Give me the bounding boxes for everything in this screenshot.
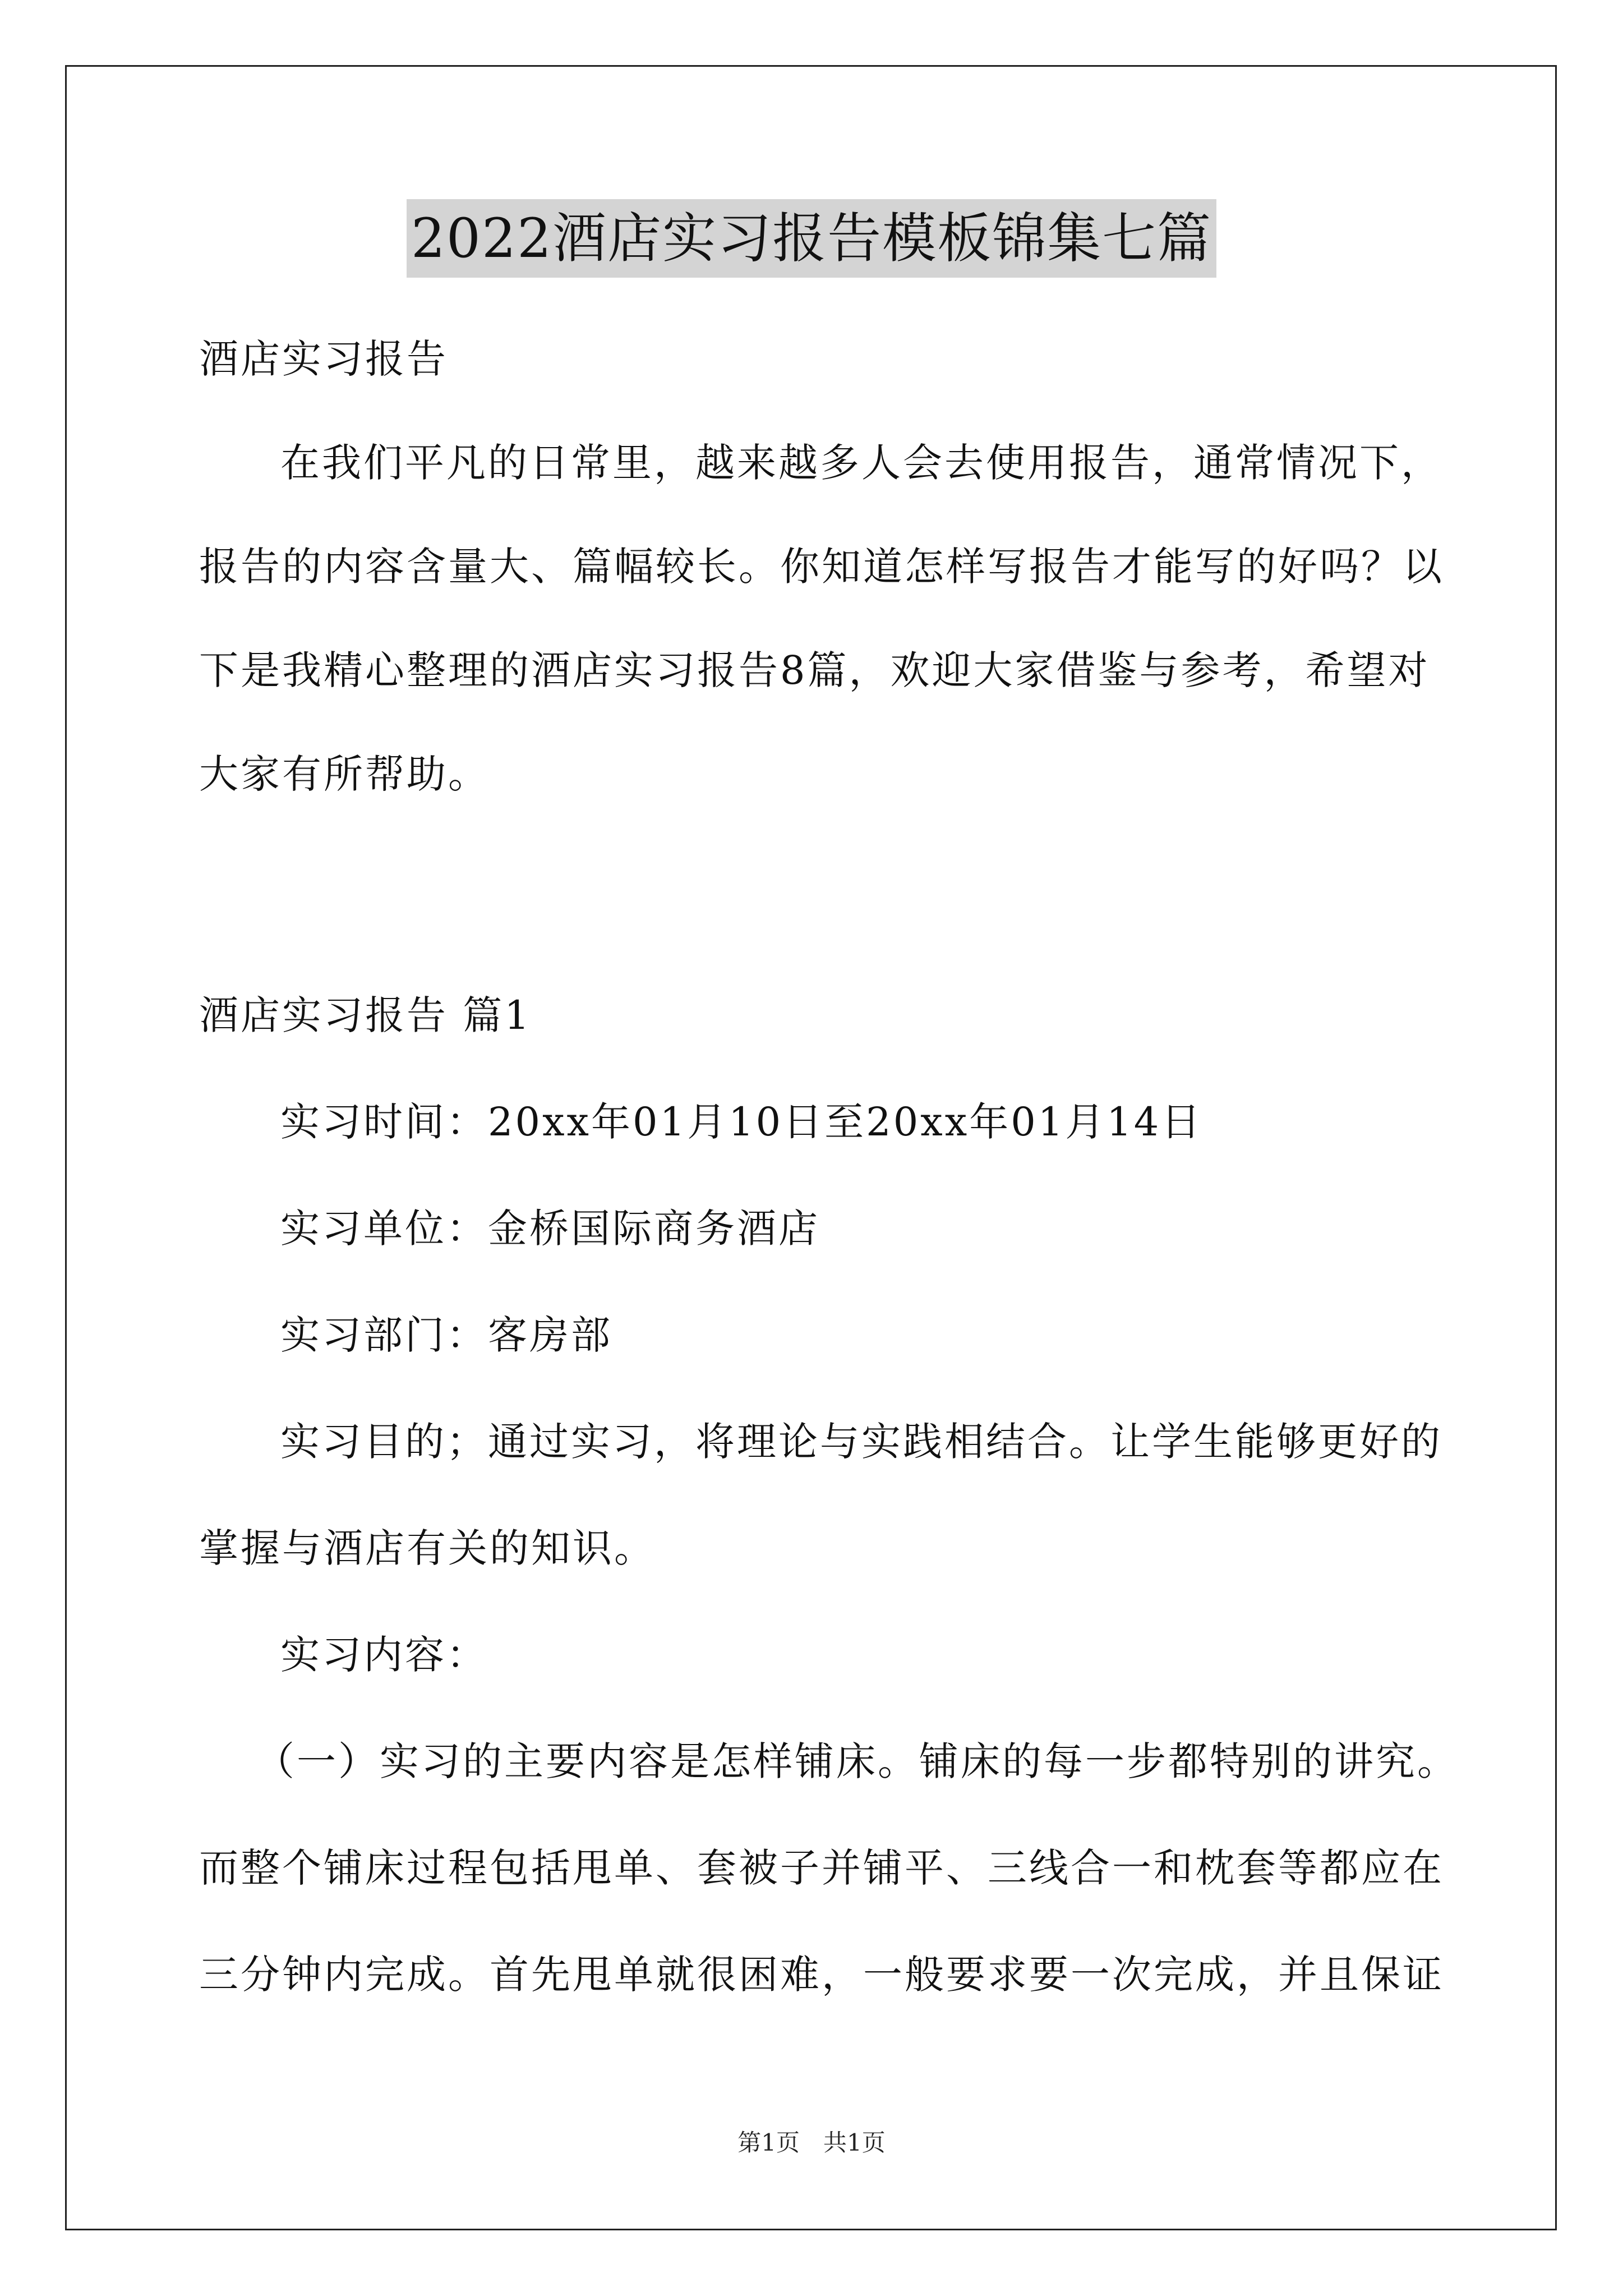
paragraph-line: （一）实习的主要内容是怎样铺床。铺床的每一步都特别的讲究。: [255, 1738, 1459, 1784]
paragraph-line: 在我们平凡的日常里，越来越多人会去使用报告，通常情况下，: [280, 440, 1442, 486]
paragraph-line: 实习内容：: [280, 1632, 488, 1678]
paragraph-line: 实习部门：客房部: [280, 1312, 612, 1358]
intro-heading: 酒店实习报告: [199, 336, 448, 382]
paragraph-line: 三分钟内完成。首先甩单就很困难，一般要求要一次完成，并且保证: [199, 1952, 1444, 1998]
paragraph-line: 实习时间：20xx年01月10日至20xx年01月14日: [280, 1099, 1203, 1145]
document-title: 2022酒店实习报告模板锦集七篇: [407, 199, 1216, 278]
paragraph-line: 实习目的；通过实习，将理论与实践相结合。让学生能够更好的: [280, 1419, 1442, 1465]
page-footer: 第1页 共1页: [737, 2129, 886, 2156]
section-heading: 酒店实习报告 篇1: [199, 992, 532, 1038]
paragraph-line: 下是我精心整理的酒店实习报告8篇，欢迎大家借鉴与参考，希望对: [199, 647, 1430, 693]
paragraph-line: 实习单位：金桥国际商务酒店: [280, 1205, 820, 1251]
paragraph-line: 掌握与酒店有关的知识。: [199, 1525, 656, 1571]
paragraph-line: 报告的内容含量大、篇幅较长。你知道怎样写报告才能写的好吗？以: [199, 544, 1444, 590]
paragraph-line: 大家有所帮助。: [199, 751, 490, 797]
title-wrap: [0, 199, 1623, 278]
paragraph-line: 而整个铺床过程包括甩单、套被子并铺平、三线合一和枕套等都应在: [199, 1845, 1444, 1891]
